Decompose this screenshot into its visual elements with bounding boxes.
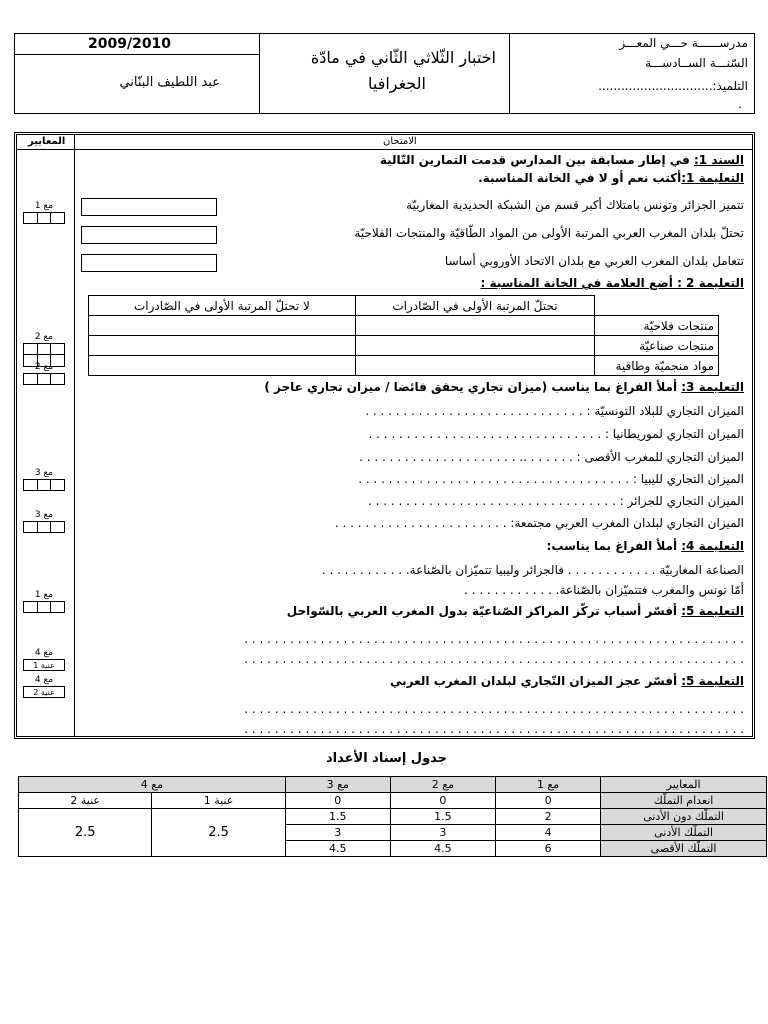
grading-sub-unit-1: عنية 1 — [152, 793, 285, 809]
grading-table — [18, 776, 767, 857]
t3-item-3: الميزان التجاري للمغرب الأقصى : . . . . . . .. . . . . . . . . . . . . . . . . . . . . . — [359, 450, 744, 464]
sanad-label: السند 1: — [693, 153, 744, 167]
t3-heading — [264, 381, 744, 393]
student-dot: . — [738, 97, 742, 111]
t5b-heading — [390, 675, 744, 687]
t5a-text: أفسّر أسباب تركّز المراكز الصّناعيّة بدول المغرب العربي بالسّواحل — [286, 604, 682, 618]
t2-cell[interactable] — [355, 356, 594, 376]
t2-col-head-first: تحتلّ المرتبة الأولى في الصّادرات — [355, 296, 594, 316]
t5b-dots-2[interactable]: . . . . . . . . . . . . . . . . . . . . . . . . . . . . . . . . . . . . . . . . . . . . . . . . . . . . . . . . . . . . . . . . . . — [244, 722, 744, 736]
criteria-box-m4-b — [23, 675, 65, 698]
grading-head-m2: مع 2 — [390, 777, 495, 793]
grading-cell: 2 — [496, 809, 601, 825]
exam-header-line — [16, 149, 753, 150]
t1-answer-box-2[interactable] — [81, 226, 217, 244]
t2-cell[interactable] — [89, 356, 356, 376]
grading-row-label: التملّك الأقصى — [601, 841, 767, 857]
criteria-label: مع 3 — [34, 468, 54, 478]
sanad-text: في إطار مسابقة بين المدارس قدمت التمارين التّالية — [379, 153, 694, 167]
score-box-unit-1[interactable]: عنية 1 — [23, 659, 65, 671]
t2-row-label: منتجات صناعيّة — [595, 336, 719, 356]
t2-col-head-second: لا تحتلّ المرتبة الأولى في الصّادرات — [89, 296, 356, 316]
t2-heading — [480, 277, 744, 289]
criteria-label: مع 1 — [34, 590, 54, 600]
criteria-box-m1-b — [23, 590, 65, 613]
criteria-box-m3-a — [23, 468, 65, 491]
grading-cell: 0 — [285, 793, 390, 809]
grading-cell: 0 — [496, 793, 601, 809]
t3-item-2: الميزان التجاري لموريطانيا : . . . . . . . . . . . . . . . . . . . . . . . . . . . . . . . — [368, 427, 744, 441]
t1-item-3: تتعامل بلدان المغرب العربي مع بلدان الاتحاد الأوروبي أساسا — [444, 254, 744, 268]
score-boxes[interactable] — [23, 601, 65, 613]
t1-answer-box-3[interactable] — [81, 254, 217, 272]
t2-cell[interactable] — [355, 336, 594, 356]
grading-cell: 0 — [390, 793, 495, 809]
teacher-name: عبد اللطيف البنّاني — [119, 75, 220, 90]
t1-heading — [478, 172, 744, 184]
t3-label: التعليمة 3: — [681, 380, 744, 394]
criteria-box-m1-a — [23, 201, 65, 224]
grading-row-label: التملّك دون الأدنى — [601, 809, 767, 825]
t1-item-1: تتميز الجزائر وتونس بامتلاك أكبر قسم من الشبكة الحديدية المغاربيّة — [406, 198, 744, 212]
score-box-unit-2[interactable]: عنية 2 — [23, 686, 65, 698]
grading-head-m1: مع 1 — [496, 777, 601, 793]
exam-title-line2: الجغرافيا — [368, 74, 426, 93]
t4-line-1: الصناعة المغاربيّة . . . . . . . . . . . . فالجزائر وليبيا تتميّزان بالصّناعة. . . . . . . . . . . . — [321, 563, 744, 577]
t2-table — [88, 295, 719, 376]
criteria-column-divider — [74, 134, 75, 737]
t1-label: التعليمة 1: — [681, 171, 744, 185]
sanad-line — [380, 154, 744, 166]
t2-text: أضع العلامة في الخانة المناسبة : — [480, 276, 678, 290]
criteria-label: مع 2 — [34, 362, 54, 372]
grading-head-m4: مع 4 — [19, 777, 286, 793]
criteria-label: مع 1 — [34, 201, 54, 211]
t5a-dots-2[interactable]: . . . . . . . . . . . . . . . . . . . . . . . . . . . . . . . . . . . . . . . . . . . . . . . . . . . . . . . . . . . . . . . . . . — [244, 652, 744, 666]
grading-cell: 3 — [390, 825, 495, 841]
grading-cell: 6 — [496, 841, 601, 857]
t2-label: التعليمة 2 : — [677, 276, 744, 290]
t3-item-1: الميزان التجاري للبلاد التونسيّة : . . . . . . . . . . . . . . . . . . . . . . . . . . . . . — [365, 404, 744, 418]
grading-cell: 4 — [496, 825, 601, 841]
t5b-text: أفسّر عجز الميزان التّجاري لبلدان المغرب العربي — [390, 674, 682, 688]
exam-title-line1: اختبار الثّلاثي الثّاني في مادّة — [310, 48, 496, 67]
t5a-label: التعليمة 5: — [681, 604, 744, 618]
grading-head-criteria: المعايير — [601, 777, 767, 793]
t3-item-6: الميزان التجاري لبلدان المغرب العربي مجتمعة: . . . . . . . . . . . . . . . . . . . . . . . — [334, 516, 744, 530]
criteria-label: مع 3 — [34, 510, 54, 520]
school-name: مدرســــــة حـــي المعـــز — [619, 36, 748, 50]
grading-cell: 1.5 — [285, 809, 390, 825]
grading-cell: 4.5 — [285, 841, 390, 857]
score-boxes[interactable] — [23, 521, 65, 533]
criteria-box-m4-a — [23, 648, 65, 671]
grading-row-label: انعدام التملّك — [601, 793, 767, 809]
t2-cell[interactable] — [89, 316, 356, 336]
header-divider-2 — [509, 33, 510, 114]
grading-m4-unit-2-value: 2.5 — [19, 809, 152, 857]
t4-line-2: أمّا تونس والمغرب فتتميّزان بالصّناعة. . . . . . . . . . . . . — [464, 583, 744, 597]
criteria-label: مع 4 — [34, 648, 54, 658]
criteria-label: مع 2 — [34, 332, 54, 342]
t5a-dots-1[interactable]: . . . . . . . . . . . . . . . . . . . . . . . . . . . . . . . . . . . . . . . . . . . . . . . . . . . . . . . . . . . . . . . . . . — [244, 632, 744, 646]
t4-heading — [547, 540, 744, 552]
t5a-heading — [287, 605, 744, 617]
grade-level: السّنـــة الســادســـة — [645, 56, 748, 70]
header-hline — [14, 54, 259, 55]
t1-answer-box-1[interactable] — [81, 198, 217, 216]
grading-cell: 3 — [285, 825, 390, 841]
t3-text: أملأ الفراغ بما يناسب (ميزان تجاري يحقق فائضا / ميزان تجاري عاجز ) — [264, 380, 682, 394]
t2-cell[interactable] — [89, 336, 356, 356]
criteria-box-m2-b — [23, 362, 65, 385]
score-boxes[interactable] — [23, 373, 65, 385]
student-name-field[interactable]: التلميذ:.............................. — [598, 79, 748, 93]
criteria-box-m3-b — [23, 510, 65, 533]
t5b-dots-1[interactable]: . . . . . . . . . . . . . . . . . . . . . . . . . . . . . . . . . . . . . . . . . . . . . . . . . . . . . . . . . . . . . . . . . . — [244, 702, 744, 716]
grading-cell: 1.5 — [390, 809, 495, 825]
t4-label: التعليمة 4: — [681, 539, 744, 553]
t1-text: أكتب نعم أو لا في الخانة المناسبة. — [478, 171, 682, 185]
score-boxes[interactable] — [23, 479, 65, 491]
grading-m4-unit-1-value: 2.5 — [152, 809, 285, 857]
criteria-column-header: المعايير — [28, 136, 66, 147]
t2-row-label: مواد منجميّة وطاقية — [595, 356, 719, 376]
t2-row-label: منتجات فلاحيّة — [595, 316, 719, 336]
t1-item-2: تحتلّ بلدان المغرب العربي المرتبة الأولى من المواد الطّاقيّة والمنتجات الفلاحيّة — [354, 226, 744, 240]
t4-text: أملأ الفراغ بما يناسب: — [546, 539, 682, 553]
score-boxes[interactable] — [23, 343, 65, 355]
grading-cell: 4.5 — [390, 841, 495, 857]
grading-sub-unit-2: عنية 2 — [19, 793, 152, 809]
score-boxes[interactable] — [23, 212, 65, 224]
t5b-label: التعليمة 5: — [681, 674, 744, 688]
criteria-label: مع 4 — [34, 675, 54, 685]
grading-row-label: التملّك الأدنى — [601, 825, 767, 841]
t2-cell[interactable] — [355, 316, 594, 336]
exam-column-header: الامتحان — [383, 136, 417, 147]
t3-item-5: الميزان التجاري للجزائر : . . . . . . . . . . . . . . . . . . . . . . . . . . . . . . . . . — [367, 494, 744, 508]
grading-head-m3: مع 3 — [285, 777, 390, 793]
school-year: 2009/2010 — [88, 36, 172, 52]
grading-table-title: جدول إسناد الأعداد — [326, 751, 448, 766]
header-divider-1 — [259, 33, 260, 114]
t3-item-4: الميزان التجاري لليبيا : . . . . . . . . . . . . . . . . . . . . . . . . . . . . . . . . . . . . — [358, 472, 744, 486]
